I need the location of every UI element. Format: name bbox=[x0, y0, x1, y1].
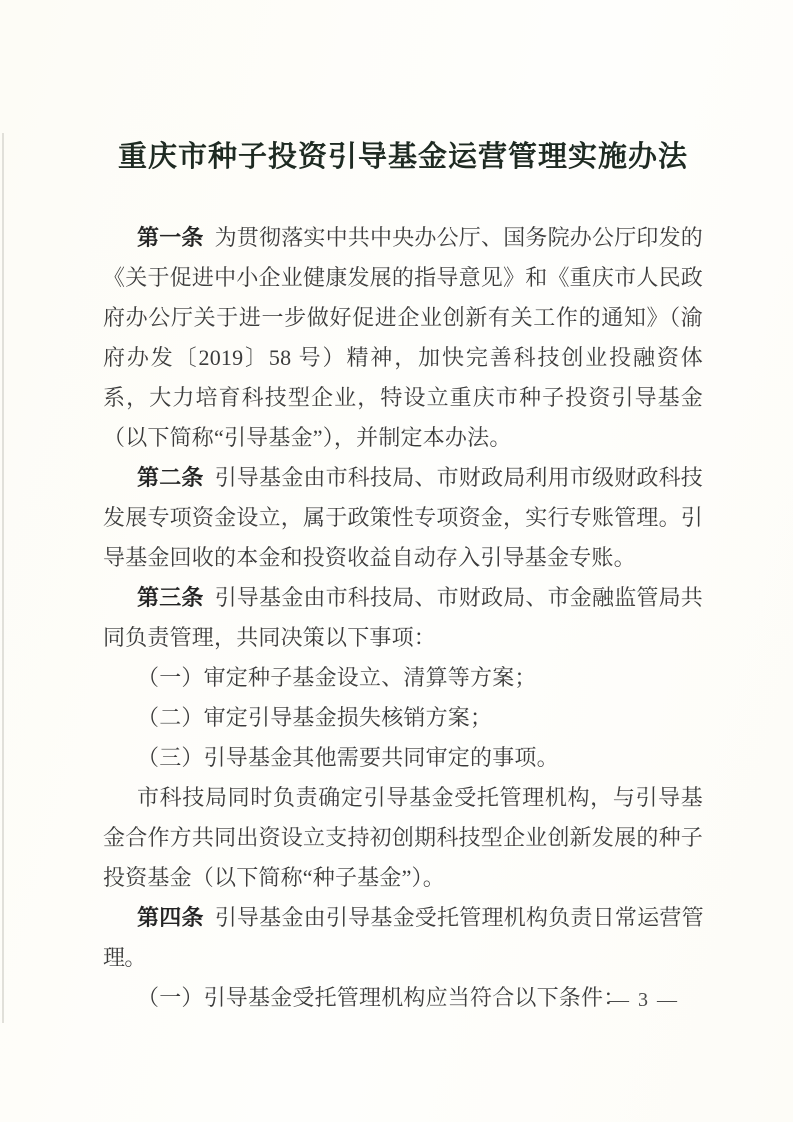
article-4-item-1-text: （一）引导基金受托管理机构应当符合以下条件： bbox=[137, 985, 626, 1010]
page-number: — 3 — bbox=[609, 989, 679, 1011]
item-1-text: （一）审定种子基金设立、清算等方案； bbox=[137, 665, 537, 690]
article-1-label: 第一条 bbox=[137, 225, 204, 250]
paragraph-article-2 bbox=[103, 458, 703, 578]
article-1-text: 为贯彻落实中共中央办公厅、国务院办公厅印发的《关于促进中小企业健康发展的指导意见》和《重庆市人民政府办公厅关于进一步做好促进企业创新有关工作的通知》（渝府办发〔2019〕58 号）精神，加快完善科技创业投融资体系，大力培育科技型企业，特设立重庆市种子投资引导基金（以下简称“引导基金”），并制定本办法。 bbox=[103, 225, 704, 450]
paragraph-article-1 bbox=[103, 218, 703, 458]
article-4-label: 第四条 bbox=[137, 905, 204, 930]
item-3-text: （三）引导基金其他需要共同审定的事项。 bbox=[137, 745, 559, 770]
paragraph-supplement bbox=[103, 778, 703, 898]
item-2-text: （二）审定引导基金损失核销方案； bbox=[137, 705, 493, 730]
document-title: 重庆市种子投资引导基金运营管理实施办法 bbox=[117, 141, 688, 173]
paragraph-article-3 bbox=[103, 578, 703, 658]
paragraph-item-1 bbox=[103, 658, 703, 698]
article-3-label: 第三条 bbox=[137, 585, 204, 610]
paragraph-item-2 bbox=[103, 698, 703, 738]
supplement-text: 市科技局同时负责确定引导基金受托管理机构，与引导基金合作方共同出资设立支持初创期科技型企业创新发展的种子投资基金（以下简称“种子基金”）。 bbox=[103, 785, 703, 890]
article-4-text: 引导基金由引导基金受托管理机构负责日常运营管理。 bbox=[103, 905, 703, 970]
scan-edge-artifact bbox=[2, 133, 4, 1023]
paragraph-article-4 bbox=[103, 898, 703, 978]
paragraph-item-3 bbox=[103, 738, 703, 778]
article-3-text: 引导基金由市科技局、市财政局、市金融监管局共同负责管理，共同决策以下事项： bbox=[103, 585, 704, 650]
document-content bbox=[103, 138, 703, 1018]
article-2-text: 引导基金由市科技局、市财政局利用市级财政科技发展专项资金设立，属于政策性专项资金，实行专账管理。引导基金回收的本金和投资收益自动存入引导基金专账。 bbox=[103, 465, 704, 570]
article-2-label: 第二条 bbox=[137, 465, 204, 490]
